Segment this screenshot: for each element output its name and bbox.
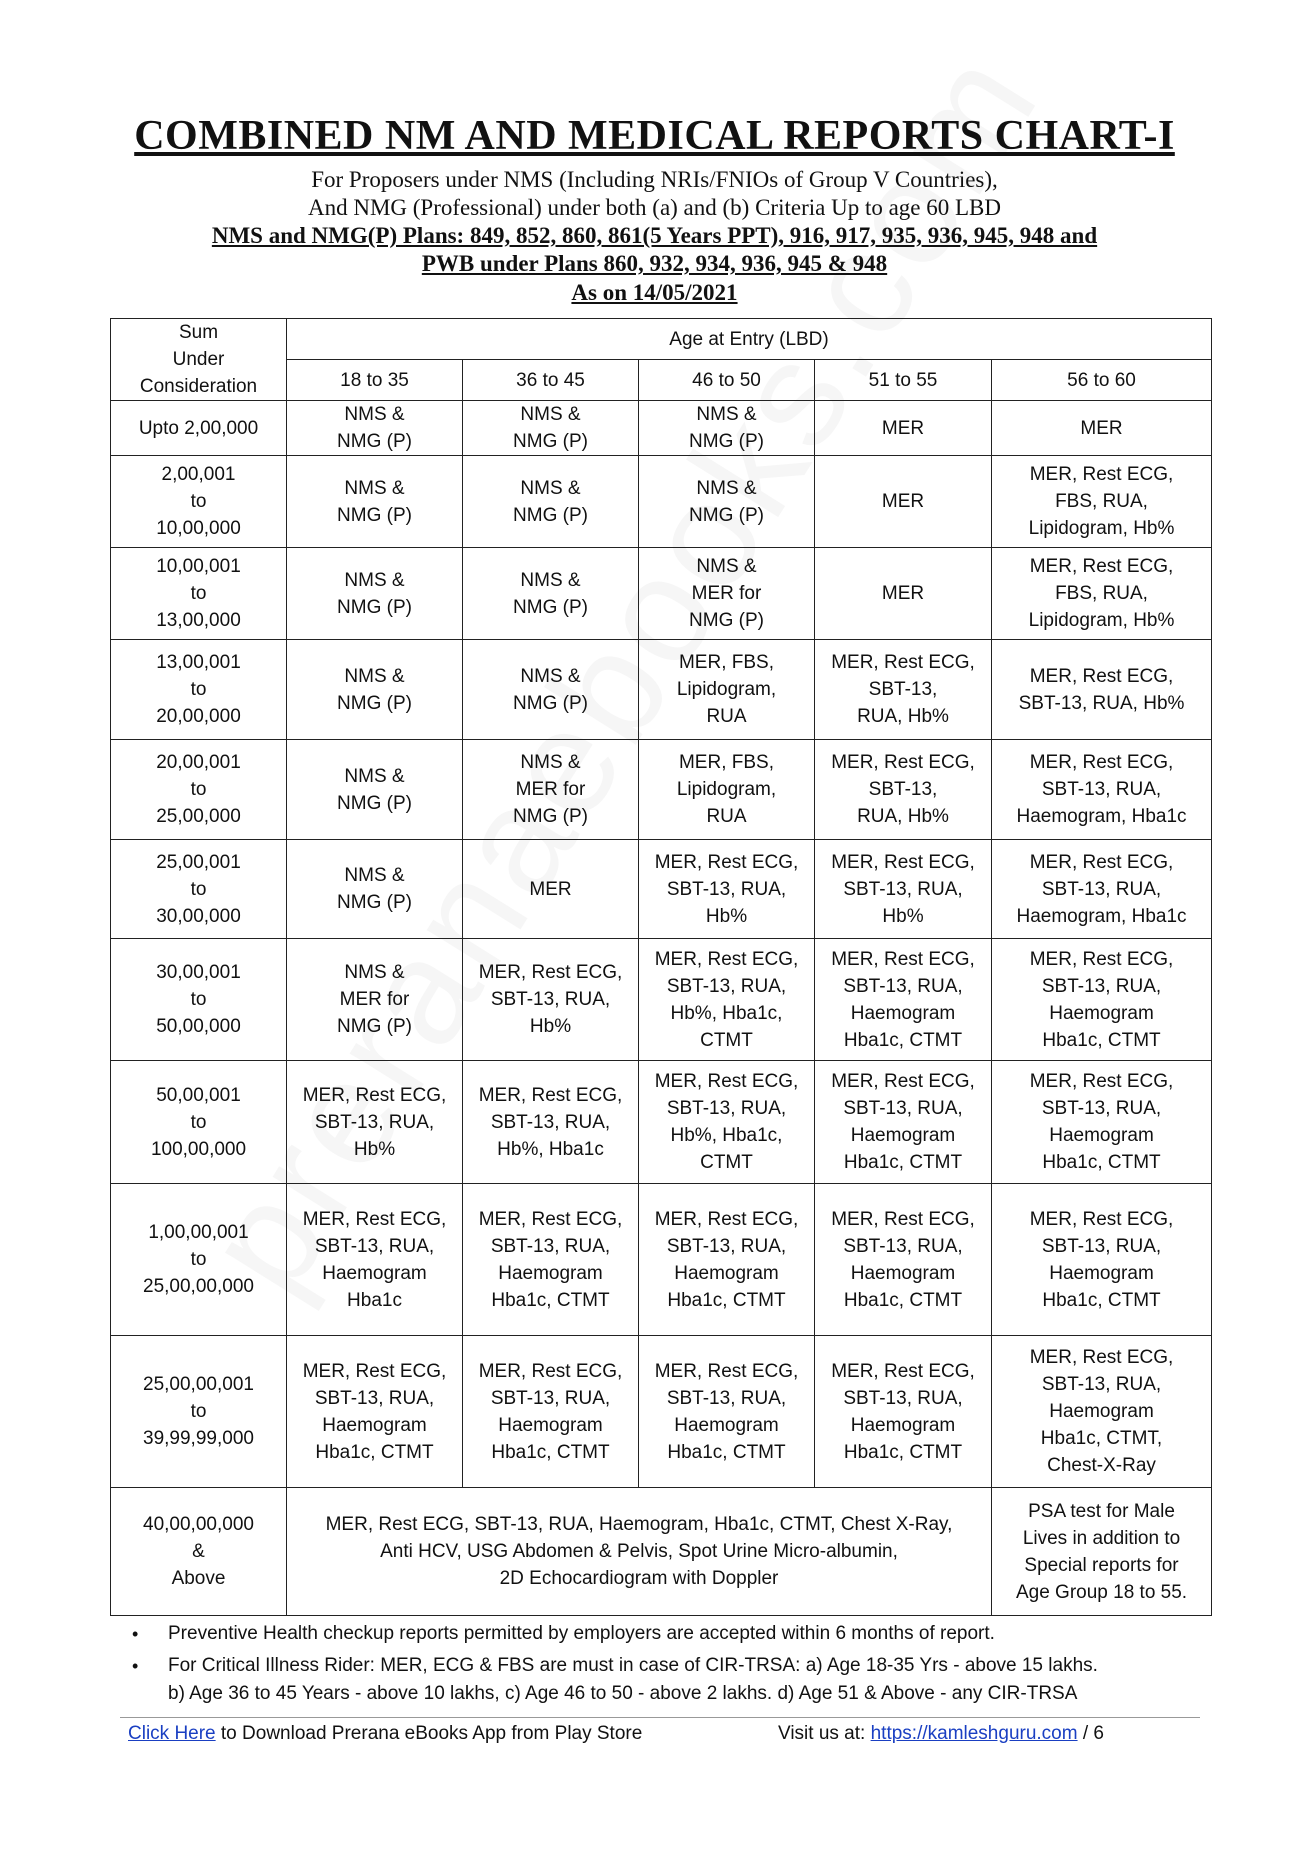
- report-cell: MER, Rest ECG, FBS, RUA, Lipidogram, Hb%: [992, 548, 1212, 640]
- report-cell: NMS & NMG (P): [463, 401, 639, 456]
- report-cell: NMS & MER for NMG (P): [463, 740, 639, 840]
- report-cell: NMS & MER for NMG (P): [287, 939, 463, 1061]
- table-row: [111, 548, 1212, 640]
- sum-cell: Upto 2,00,000: [111, 401, 287, 456]
- table-row-last: [111, 1488, 1212, 1616]
- report-cell: NMS & NMG (P): [287, 548, 463, 640]
- report-cell: NMS & NMG (P): [639, 401, 815, 456]
- report-cell: MER, Rest ECG, SBT-13, RUA, Haemogram Hba1c, CTMT: [639, 1336, 815, 1488]
- download-text: to Download Prerana eBooks App from Play Store: [215, 1723, 643, 1744]
- report-cell: NMS & NMG (P): [287, 740, 463, 840]
- website-link[interactable]: https://kamleshguru.com: [870, 1723, 1078, 1744]
- table-row: [111, 740, 1212, 840]
- report-cell: NMS & NMG (P): [287, 456, 463, 548]
- footer-right: [778, 1720, 1104, 1748]
- report-cell: NMS & NMG (P): [463, 456, 639, 548]
- psa-note-cell: PSA test for Male Lives in addition to Special reports for Age Group 18 to 55.: [992, 1488, 1212, 1616]
- report-cell: MER: [463, 840, 639, 939]
- bullet-icon: •: [132, 1624, 139, 1644]
- report-cell: MER, Rest ECG, SBT-13, RUA, Hb%, Hba1c, CTMT: [639, 939, 815, 1061]
- report-cell: MER, Rest ECG, SBT-13, RUA, Haemogram Hba1c, CTMT: [815, 1336, 992, 1488]
- table-row: [111, 939, 1212, 1061]
- sum-cell: 40,00,00,000 & Above: [111, 1488, 287, 1616]
- report-cell: MER, Rest ECG, SBT-13, RUA, Haemogram Hba1c, CTMT: [992, 939, 1212, 1061]
- table-row: [111, 1336, 1212, 1488]
- age-group-header: 51 to 55: [815, 360, 992, 401]
- plans-line-1: NMS and NMG(P) Plans: 849, 852, 860, 861(5 Years PPT), 916, 917, 935, 936, 945, 948 and: [211, 223, 1098, 248]
- click-here-link[interactable]: Click Here: [128, 1723, 216, 1744]
- notes-list: [110, 1620, 1210, 1712]
- report-cell: MER, Rest ECG, SBT-13, RUA, Haemogram Hba1c, CTMT: [815, 1061, 992, 1184]
- report-cell: MER, FBS, Lipidogram, RUA: [639, 640, 815, 740]
- report-cell: MER, Rest ECG, SBT-13, RUA, Haemogram Hba1c, CTMT, Chest-X-Ray: [992, 1336, 1212, 1488]
- table-row: [111, 456, 1212, 548]
- table-row: [111, 840, 1212, 939]
- sum-cell: 10,00,001 to 13,00,000: [111, 548, 287, 640]
- report-cell: MER, Rest ECG, SBT-13, RUA, Haemogram, Hba1c: [992, 740, 1212, 840]
- sum-cell: 20,00,001 to 25,00,000: [111, 740, 287, 840]
- footer-divider: [120, 1717, 1200, 1718]
- note-text: Preventive Health checkup reports permitted by employers are accepted within 6 months of report.: [168, 1623, 995, 1644]
- report-cell: NMS & NMG (P): [287, 840, 463, 939]
- as-on-date: As on 14/05/2021: [571, 280, 738, 305]
- report-cell: MER, Rest ECG, SBT-13, RUA, Haemogram Hba1c, CTMT: [287, 1336, 463, 1488]
- report-cell: MER, Rest ECG, FBS, RUA, Lipidogram, Hb%: [992, 456, 1212, 548]
- table-row: [111, 640, 1212, 740]
- special-reports-cell: MER, Rest ECG, SBT-13, RUA, Haemogram, Hba1c, CTMT, Chest X-Ray, Anti HCV, USG Abdomen & Pelvis, Spot Urine Micro-albumin, 2D Echocardiogram with Doppler: [287, 1488, 992, 1616]
- subtitle-line-1: For Proposers under NMS (Including NRIs/FNIOs of Group V Countries),: [311, 167, 998, 192]
- report-cell: MER, Rest ECG, SBT-13, RUA, Haemogram Hba1c: [287, 1184, 463, 1336]
- bullet-icon: •: [132, 1656, 139, 1676]
- report-cell: MER: [815, 456, 992, 548]
- report-cell: NMS & NMG (P): [639, 456, 815, 548]
- sum-cell: 50,00,001 to 100,00,000: [111, 1061, 287, 1184]
- sum-header: Sum Under Consideration: [111, 319, 287, 401]
- report-cell: MER, Rest ECG, SBT-13, RUA, Haemogram Hba1c, CTMT: [463, 1336, 639, 1488]
- table-row: [111, 1061, 1212, 1184]
- note-text: b) Age 36 to 45 Years - above 10 lakhs, c) Age 46 to 50 - above 2 lakhs. d) Age 51 & Above - any CIR-TRSA: [168, 1683, 1078, 1704]
- report-cell: NMS & MER for NMG (P): [639, 548, 815, 640]
- header-row-1: [111, 319, 1212, 360]
- age-group-header: 56 to 60: [992, 360, 1212, 401]
- report-cell: NMS & NMG (P): [463, 548, 639, 640]
- report-cell: MER, Rest ECG, SBT-13, RUA, Haemogram Hba1c, CTMT: [639, 1184, 815, 1336]
- report-cell: MER, Rest ECG, SBT-13, RUA, Hb%: [815, 740, 992, 840]
- sum-cell: 1,00,00,001 to 25,00,00,000: [111, 1184, 287, 1336]
- report-cell: MER, Rest ECG, SBT-13, RUA, Hb%: [639, 840, 815, 939]
- sum-cell: 25,00,001 to 30,00,000: [111, 840, 287, 939]
- visit-text: Visit us at:: [778, 1723, 871, 1744]
- sum-cell: 25,00,00,001 to 39,99,99,000: [111, 1336, 287, 1488]
- report-cell: MER, Rest ECG, SBT-13, RUA, Hb%: [992, 640, 1212, 740]
- report-cell: NMS & NMG (P): [287, 401, 463, 456]
- footer-left: [128, 1720, 642, 1748]
- report-cell: MER, Rest ECG, SBT-13, RUA, Hb%, Hba1c, CTMT: [639, 1061, 815, 1184]
- report-cell: MER, Rest ECG, SBT-13, RUA, Hb%: [815, 840, 992, 939]
- report-cell: MER, Rest ECG, SBT-13, RUA, Haemogram Hba1c, CTMT: [992, 1061, 1212, 1184]
- report-cell: MER, Rest ECG, SBT-13, RUA, Hb%: [815, 640, 992, 740]
- report-cell: MER, Rest ECG, SBT-13, RUA, Hb%: [463, 939, 639, 1061]
- table-row: [111, 1184, 1212, 1336]
- report-cell: MER, FBS, Lipidogram, RUA: [639, 740, 815, 840]
- table-row: [111, 401, 1212, 456]
- page-title: COMBINED NM AND MEDICAL REPORTS CHART-I: [134, 113, 1175, 159]
- report-cell: MER, Rest ECG, SBT-13, RUA, Haemogram Hba1c, CTMT: [463, 1184, 639, 1336]
- note-item: [110, 1652, 1210, 1708]
- reports-chart-table: [110, 318, 1212, 1616]
- report-cell: NMS & NMG (P): [463, 640, 639, 740]
- report-cell: MER, Rest ECG, SBT-13, RUA, Hb%: [287, 1061, 463, 1184]
- report-cell: NMS & NMG (P): [287, 640, 463, 740]
- note-item: [110, 1620, 1210, 1648]
- page-number: / 6: [1077, 1723, 1104, 1744]
- age-header: Age at Entry (LBD): [287, 319, 1212, 360]
- report-cell: MER, Rest ECG, SBT-13, RUA, Haemogram Hba1c, CTMT: [815, 939, 992, 1061]
- report-cell: MER, Rest ECG, SBT-13, RUA, Haemogram Hba1c, CTMT: [992, 1184, 1212, 1336]
- subtitle-line-2: And NMG (Professional) under both (a) and (b) Criteria Up to age 60 LBD: [307, 195, 1002, 220]
- report-cell: MER: [815, 401, 992, 456]
- sum-cell: 2,00,001 to 10,00,000: [111, 456, 287, 548]
- age-group-header: 18 to 35: [287, 360, 463, 401]
- report-cell: MER, Rest ECG, SBT-13, RUA, Haemogram Hba1c, CTMT: [815, 1184, 992, 1336]
- age-group-header: 46 to 50: [639, 360, 815, 401]
- note-text: For Critical Illness Rider: MER, ECG & FBS are must in case of CIR-TRSA: a) Age 18-35 Yrs - above 15 lakhs.: [168, 1655, 1098, 1676]
- report-cell: MER, Rest ECG, SBT-13, RUA, Haemogram, Hba1c: [992, 840, 1212, 939]
- report-cell: MER, Rest ECG, SBT-13, RUA, Hb%, Hba1c: [463, 1061, 639, 1184]
- sum-cell: 13,00,001 to 20,00,000: [111, 640, 287, 740]
- sum-cell: 30,00,001 to 50,00,000: [111, 939, 287, 1061]
- plans-line-2: PWB under Plans 860, 932, 934, 936, 945 & 948: [421, 251, 888, 276]
- report-cell: MER: [815, 548, 992, 640]
- age-group-header: 36 to 45: [463, 360, 639, 401]
- report-cell: MER: [992, 401, 1212, 456]
